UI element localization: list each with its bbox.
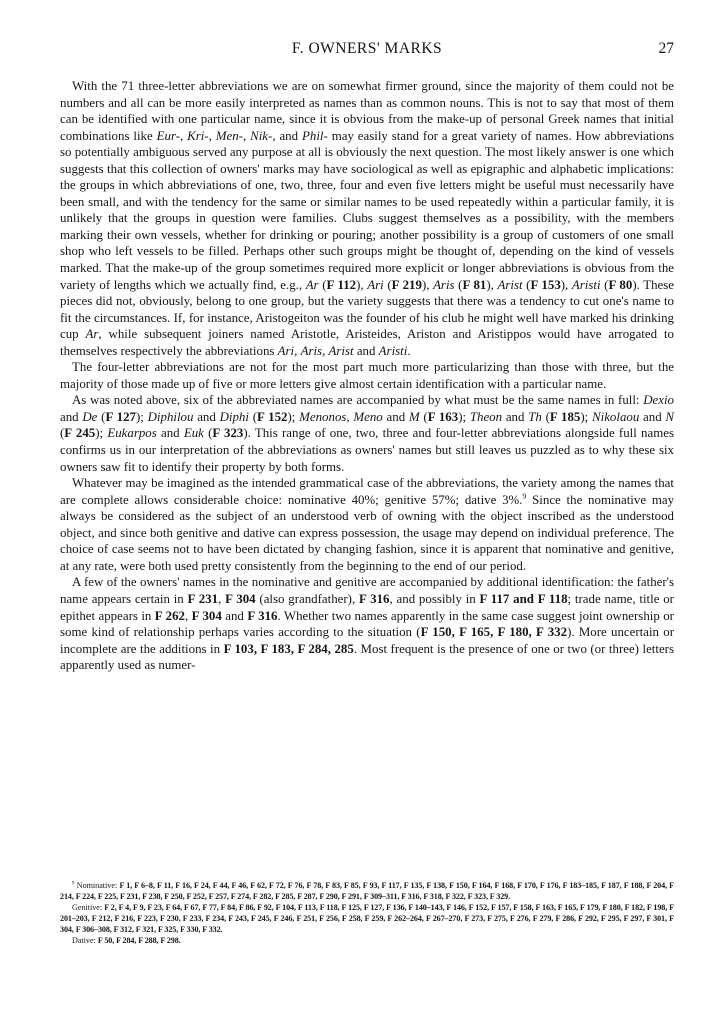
italic-text: Dexio (643, 393, 674, 408)
italic-text: Arist (328, 343, 354, 358)
text-run: , and possibly in (389, 591, 480, 606)
text-run: and (502, 409, 529, 424)
dative-label: Dative: (72, 935, 96, 945)
text-run: ), (421, 277, 434, 292)
text-run: ), (356, 277, 368, 292)
genitive-label: Genitive: (72, 902, 103, 912)
text-run: ), (486, 277, 498, 292)
italic-text: Ar (85, 327, 99, 342)
dative-list: F 50, F 284, F 288, F 298. (97, 935, 181, 945)
footnote-genitive (60, 903, 674, 936)
running-header (60, 40, 674, 64)
text-run: ( (60, 426, 65, 441)
text-run: ). These pieces did not, obviously, belong to one group, but the variety suggests that there was a tendency to cut one's name to fit the circumstances. If, for instance, Aristogeiton was the founder of his club he might well have marked his drinking cup (60, 277, 674, 342)
catalogue-ref: F 262 (154, 608, 185, 623)
text-run: ( (97, 409, 106, 424)
italic-text: Aristi (571, 277, 601, 292)
text-run: , and (272, 128, 302, 143)
footnote-ref: 9 (522, 491, 527, 501)
italic-text: Euk (183, 426, 204, 441)
text-run: ( (419, 409, 428, 424)
italic-text: Arist (497, 277, 523, 292)
catalogue-ref: F 80 (608, 277, 633, 292)
text-run: and (382, 409, 409, 424)
catalogue-ref: F 231 (187, 591, 219, 606)
catalogue-ref: F 163 (427, 409, 459, 424)
text-run: , (346, 409, 354, 424)
paragraph (60, 78, 674, 359)
text-run: . Whether two names apparently in the same case suggest joint ownership or some kind of relationship perhaps varies according to the situation ( (60, 608, 674, 640)
text-run: (also grandfather), (255, 591, 359, 606)
italic-text: Th (528, 409, 542, 424)
catalogue-ref: F 112 (326, 277, 357, 292)
italic-text: Phil- (302, 128, 328, 143)
footnotes (60, 881, 674, 946)
text-run: and (639, 409, 666, 424)
text-run: ); (135, 409, 148, 424)
genitive-list: F 2, F 4, F 9, F 23, F 64, F 67, F 77, F 84, F 86, F 92, F 104, F 113, F 118, F 125, F 127, F 136, F 140–143, F 146, F 152, F 157, F 158, F 163, F 165, F 179, F 180, F 182, F 198, F 201–203, F 212, F 216, F 223, F 230, F 233, F 234, F 243, F 245, F 246, F 251, F 256, F 258, F 259, F 262–264, F 267–270, F 273, F 275, F 276, F 279, F 286, F 292, F 295, F 297, F 301, F 304, F 306–308, F 312, F 321, F 325, F 330, F 332. (60, 902, 674, 934)
paragraph (60, 574, 674, 673)
text-run: ( (600, 277, 609, 292)
italic-text: Men- (215, 128, 243, 143)
italic-text: Ar (305, 277, 319, 292)
text-run: ). This range of one, two, three and four-letter abbreviations alongside full names confirms us in our interpretation of the abbreviations as owners' names but still leaves us puzzled as to why these six owners saw fit to identify their property by both forms. (60, 426, 674, 474)
text-run: ( (541, 409, 550, 424)
catalogue-ref: F 219 (391, 277, 422, 292)
catalogue-ref: F 81 (462, 277, 487, 292)
footnote-marker: 9 (72, 881, 75, 887)
italic-text: Ari (367, 277, 384, 292)
text-run: , (180, 128, 188, 143)
text-run: ); (580, 409, 593, 424)
text-run: ); (95, 426, 108, 441)
text-run: ); (458, 409, 470, 424)
italic-text: Theon (469, 409, 503, 424)
italic-text: Diphi (219, 409, 249, 424)
italic-text: Eur- (156, 128, 180, 143)
italic-text: M (408, 409, 420, 424)
catalogue-ref: F 245 (64, 426, 96, 441)
text-run: , while subsequent joiners named Aristotle, Aristeides, Ariston and Aristippos would have arrogated to themselves respectively the abbreviations (60, 327, 674, 358)
text-run: A few of the owners' names in the nominative and genitive are accompanied by additional identification: the father's name appears certain in (60, 575, 674, 606)
italic-text: De (82, 409, 98, 424)
footnote-nominative (60, 881, 674, 903)
italic-text: N (665, 409, 675, 424)
text-run: ( (318, 277, 327, 292)
text-run: and (353, 343, 379, 358)
text-run: Whatever may be imagined as the intended grammatical case of the abbreviations, the variety among the names that are complete allows considerable choice: nominative 40%; genitive 57%; dative 3%. (60, 476, 674, 507)
body-text (60, 78, 674, 674)
footnote-dative (60, 936, 674, 947)
text-run: Since the nominative may always be considered as the subject of an understood verb of owning with the object inscribed as the understood object, and since both genitive and dative can express possession, the usage may depend on individual preference. The choice of case seems not to have been dictated by changing fashion, since it is apparent that nominative and genitive, at any rate, were both used pretty consistently from the beginning to the end of our period. (60, 492, 675, 573)
italic-text: Eukarpos (107, 426, 157, 441)
text-run: . Most frequent is the presence of one or two (or three) letters apparently used as numer- (60, 641, 674, 673)
italic-text: Aris (433, 277, 455, 292)
italic-text: Ari (277, 343, 295, 358)
text-run: With the 71 three-letter abbreviations we are on somewhat firmer ground, since the majority of them could not be numbers and all can be more easily interpreted as names than as common nouns. This is not to say that most of them can be identified with one particular name, since it is obvious from the make-up of personal Greek names that initial combinations like (60, 79, 674, 143)
text-run: . (407, 343, 411, 358)
text-run: , (184, 608, 192, 623)
paragraph (60, 475, 674, 574)
italic-text: Meno (353, 409, 383, 424)
catalogue-ref: F 316 (247, 608, 278, 623)
catalogue-ref: F 185 (549, 409, 581, 424)
catalogue-ref: F 103, F 183, F 284, 285 (223, 641, 354, 656)
catalogue-ref: F 117 and F 118 (479, 591, 568, 606)
paragraph (60, 392, 674, 475)
italic-text: Nik- (250, 128, 273, 143)
page (60, 40, 674, 674)
text-run: and (193, 409, 220, 424)
text-run: As was noted above, six of the abbreviated names are accompanied by what must be the same names in full: (72, 393, 644, 408)
italic-text: Aris (300, 343, 323, 358)
running-title: F. OWNERS' MARKS (291, 40, 443, 57)
text-run: , (322, 343, 329, 358)
italic-text: Menonos (299, 409, 347, 424)
catalogue-ref: F 127 (105, 409, 136, 424)
text-run: ); (287, 409, 300, 424)
text-run: ( (522, 277, 531, 292)
nominative-list: F 1, F 6–8, F 11, F 16, F 24, F 44, F 46, F 62, F 72, F 76, F 78, F 83, F 85, F 93, F 117, F 135, F 138, F 150, F 164, F 168, F 170, F 176, F 183–185, F 187, F 188, F 204, F 214, F 224, F 225, F 231, F 238, F 250, F 252, F 257, F 274, F 282, F 285, F 287, F 290, F 291, F 309–311, F 316, F 318, F 322, F 323, F 329. (60, 881, 674, 901)
text-run: , (218, 591, 226, 606)
catalogue-ref: F 304 (225, 591, 256, 606)
nominative-label: Nominative: (76, 881, 118, 890)
text-run: and (156, 426, 184, 441)
text-run: , (208, 128, 216, 143)
text-run: ), (560, 277, 572, 292)
text-run: ( (454, 277, 463, 292)
text-run: The four-letter abbreviations are not for the most part much more particularizing than those with three, but the majority of those made up of five or more letters give almost certain identification with a particular name. (60, 360, 674, 391)
catalogue-ref: F 152 (257, 409, 288, 424)
text-run: ( (203, 426, 213, 441)
italic-text: Aristi (378, 343, 408, 358)
italic-text: Kri- (187, 128, 209, 143)
page-number: 27 (658, 40, 674, 57)
catalogue-ref: F 153 (530, 277, 561, 292)
catalogue-ref: F 150, F 165, F 180, F 332 (420, 625, 568, 640)
text-run: ( (248, 409, 258, 424)
text-run: may easily stand for a great variety of names. How abbreviations so potentially ambiguous served any purpose at all is obviously the next question. The most likely answer is one which suggests that this collection of owners' marks may have sociological as well as epigraphic and alphabetic implications: the groups in which abbreviations of one, two, three, four and even five letters might be useful must necessarily have been small, and with the tendency for the same or similar names to be used repeatedly within a particular family, it is unlikely that the groups in question were families. Clubs suggest themselves as a possibility, with the members marking their own vessels, whether for drinking or pouring; another possibility is a group of customers of one small shop who left vessels to be filled. Perhaps other such groups might be thought of, depending on the kind of vessels marked. That the make-up of the group sometimes required more explicit or longer abbreviations is obvious from the variety of lengths which we actually find, e.g., (60, 128, 675, 292)
paragraph (60, 359, 674, 392)
catalogue-ref: F 316 (358, 591, 390, 606)
text-run: , (242, 128, 251, 143)
italic-text: Diphilou (147, 409, 194, 424)
catalogue-ref: F 304 (191, 608, 222, 623)
catalogue-ref: F 323 (212, 426, 244, 441)
text-run: ( (383, 277, 392, 292)
text-run: and (221, 608, 248, 623)
text-run: ). More uncertain or incomplete are the additions in (60, 625, 674, 656)
italic-text: Nikolaou (592, 409, 640, 424)
text-run: and (60, 409, 83, 424)
text-run: , (294, 343, 301, 358)
text-run: ; trade name, title or epithet appears in (60, 591, 674, 623)
